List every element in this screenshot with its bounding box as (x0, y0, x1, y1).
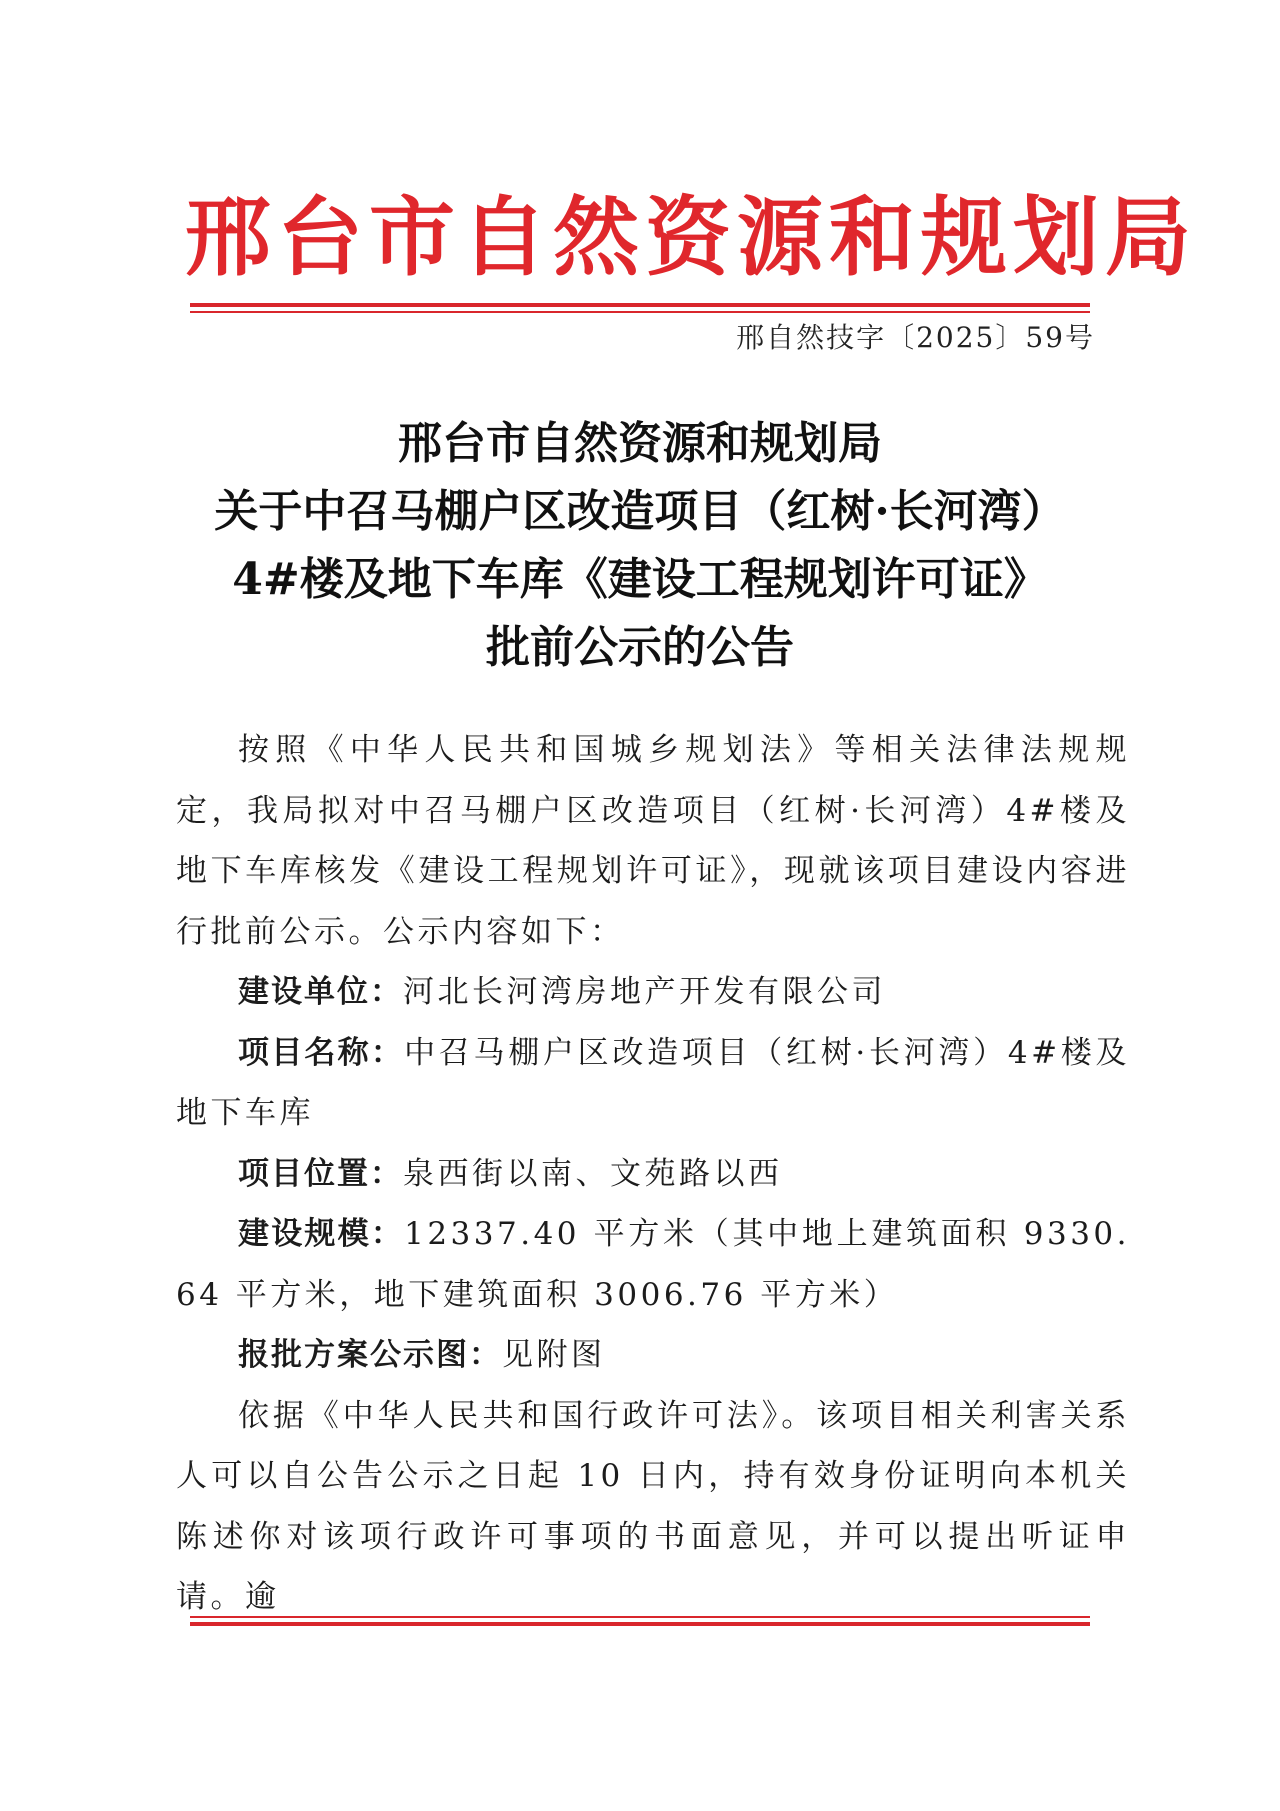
field-plan-drawing (176, 1325, 1130, 1386)
field-label: 项目位置： (238, 1155, 403, 1192)
footer-red-rule-thin (190, 1616, 1090, 1618)
field-label: 项目名称： (238, 1034, 405, 1071)
field-value: 12337.40 平方米（其中地上建筑面积 9330.64 平方米，地下建筑面积 3006.76 平方米） (176, 1216, 1131, 1313)
field-project-location (176, 1144, 1130, 1205)
footer-red-rule-thick (190, 1622, 1090, 1626)
issuing-organization-header: 邢台市自然资源和规划局 (185, 187, 1197, 288)
field-label: 报批方案公示图： (238, 1337, 502, 1373)
header-red-rule-thick (190, 303, 1090, 307)
closing-paragraph: 依据《中华人民共和国行政许可法》。该项目相关利害关系人可以自公告公示之日起 10 日内，持有效身份证明向本机关陈述你对该项行政许可事项的书面意见，并可以提出听证申请。逾 (176, 1397, 1130, 1615)
notice-body (176, 720, 1130, 1628)
field-label: 建设单位： (238, 974, 403, 1010)
field-construction-unit (176, 962, 1130, 1023)
field-value: 中召马棚户区改造项目（红树·长河湾）4#楼及地下车库 (176, 1034, 1130, 1131)
field-label: 建设规模： (238, 1216, 405, 1252)
field-value: 见附图 (502, 1337, 606, 1373)
title-line: 批前公示的公告 (486, 622, 794, 673)
header-red-rule-thin (190, 311, 1090, 313)
title-line: 邢台市自然资源和规划局 (398, 418, 882, 469)
field-value: 河北长河湾房地产开发有限公司 (403, 974, 886, 1010)
notice-title (140, 410, 1140, 682)
field-construction-scale (176, 1204, 1130, 1325)
field-project-name (176, 1023, 1130, 1144)
title-line: 关于中召马棚户区改造项目（红树·长河湾） (214, 486, 1066, 537)
title-line: 4#楼及地下车库《建设工程规划许可证》 (232, 554, 1048, 605)
field-value: 泉西街以南、文苑路以西 (403, 1155, 783, 1192)
document-number: 邢自然技字〔2025〕59号 (736, 321, 1095, 354)
intro-paragraph: 按照《中华人民共和国城乡规划法》等相关法律法规规定，我局拟对中召马棚户区改造项目（红树·长河湾）4#楼及地下车库核发《建设工程规划许可证》，现就该项目建设内容进行批前公示。公示内容如下： (176, 732, 1130, 950)
